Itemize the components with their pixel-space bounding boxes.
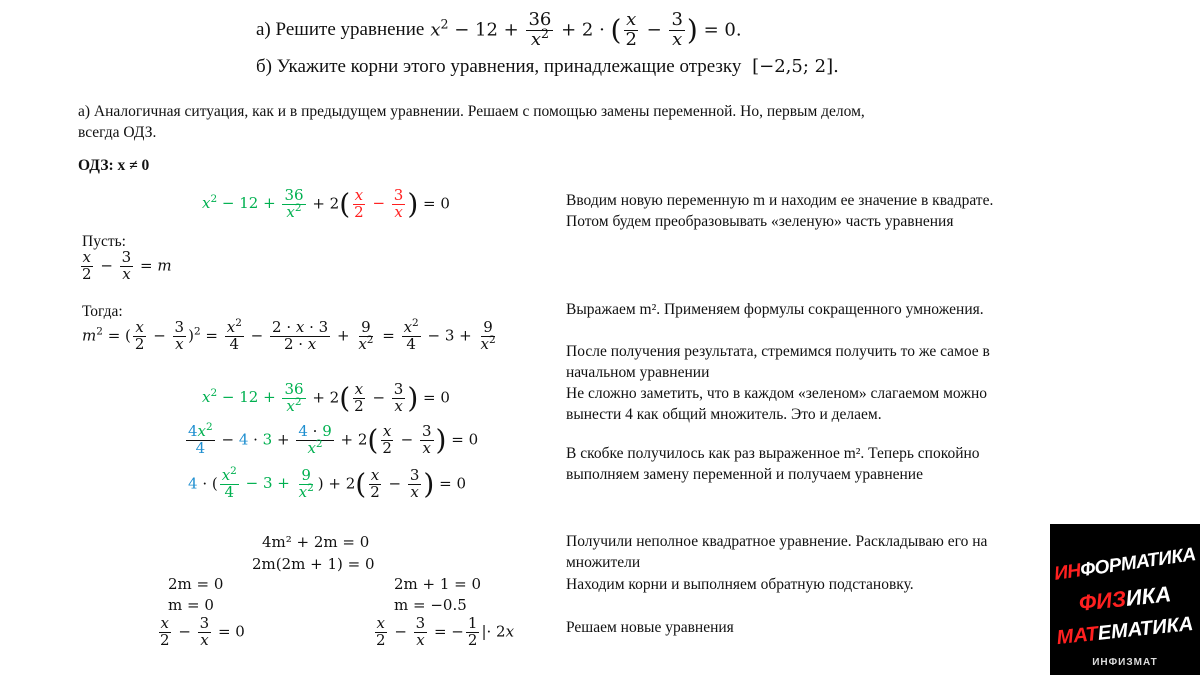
equation-factor-four: $\frac{4x^2}{4}$ − 4 · 3 + $\frac{4 \cdot 9}{x^2}$ + 2( $\frac{x}{2}$ − $\frac{3}{x}$ ) = 0 <box>188 421 479 457</box>
factored-equation: 2m(2m + 1) = 0 <box>252 555 375 573</box>
note-5: В скобке получилось как раз выраженное m². Теперь спокойно выполняем замену переменной и получаем уравнение <box>566 445 980 483</box>
note-2: Выражаем m². Применяем формулы сокращенного умножения. <box>566 301 984 318</box>
substitution: $\frac{x}{2}$ − $\frac{3}{x}$ = m <box>82 248 172 283</box>
task-b <box>256 56 839 78</box>
logo-line-fizika: ФИЗИКА <box>1077 581 1173 616</box>
quadratic-equation: 4m² + 2m = 0 <box>262 533 370 551</box>
note-4: Не сложно заметить, что в каждом «зеленом» слагаемом можно вынести 4 как общий множитель. Это и делаем. <box>566 385 988 423</box>
note-3: После получения результата, стремимся получить то же самое в начальном уравнении <box>566 343 990 381</box>
task-a <box>256 8 742 52</box>
intro-line-2: всегда ОДЗ. <box>78 124 157 141</box>
odz-heading: ОДЗ: x ≠ 0 <box>78 157 150 174</box>
logo-line-informatika: ИНФОРМАТИКА <box>1052 544 1197 585</box>
root-left-1: 2m = 0 <box>168 575 224 593</box>
note-6: Получили неполное квадратное уравнение. Раскладываю его на множители <box>566 533 988 571</box>
note-8: Решаем новые уравнения <box>566 619 734 636</box>
root-right-1: 2m + 1 = 0 <box>394 575 482 593</box>
task-a-equation: $x^2 - 12$ + $\frac{36}{x^2}$ + 2 · ( $\frac{x}{2}$ − $\frac{3}{x}$ ) = 0. <box>430 8 742 50</box>
intro-line-1: а) Аналогичная ситуация, как и в предыдущем уравнении. Решаем с помощью замены переменной. Но, первым делом, <box>78 103 865 120</box>
equation-restated: $x^2 - 12$ + $\frac{36}{x^2}$ + 2( $\frac{x}{2}$ − $\frac{3}{x}$ ) = 0 <box>202 380 450 415</box>
let-label: Пусть: <box>82 233 126 250</box>
infizmat-logo <box>1050 524 1200 675</box>
logo-line-infizmat: ИНФИЗМАТ <box>1092 657 1158 668</box>
back-substitution-left: $\frac{x}{2}$ − $\frac{3}{x}$ = 0 <box>160 614 245 649</box>
task-b-interval: [−2,5; 2]. <box>752 56 839 77</box>
root-right-2: m = −0.5 <box>394 596 467 614</box>
task-a-label: а) Решите уравнение <box>256 19 425 40</box>
note-7: Находим корни и выполняем обратную подстановку. <box>566 576 914 593</box>
logo-line-matematika: МАТЕМАТИКА <box>1055 612 1195 650</box>
note-1: Вводим новую переменную m и находим ее значение в квадрате. Потом будем преобразовывать «зеленую» часть уравнения <box>566 192 994 230</box>
m-squared-expansion: $m^2$ = ( $\frac{x}{2}$ − $\frac{3}{x}$ )$^2$ = $\frac{x^2}{4}$ − $\frac{2 \cdot x \cdot 3}{2 \cdot x}$ + $\frac{9}{x^2}$ = $\frac{x^2}{4}$ − 3 + $\frac{9}{x^2}$ <box>82 317 496 353</box>
equation-factored-out: 4 · ( $\frac{x^2}{4}$ − 3 + $\frac{9}{x^2}$ ) + 2( $\frac{x}{2}$ − $\frac{3}{x}$ ) = 0 <box>188 465 467 501</box>
equation-original-colored: $x^2 - 12$ + $\frac{36}{x^2}$ + 2( $\frac{x}{2}$ − $\frac{3}{x}$ ) = 0 <box>202 186 450 221</box>
then-label: Тогда: <box>82 303 123 320</box>
root-left-2: m = 0 <box>168 596 214 614</box>
task-b-text: б) Укажите корни этого уравнения, принадлежащие отрезку <box>256 56 742 77</box>
back-substitution-right: $\frac{x}{2}$ − $\frac{3}{x}$ = − $\frac{1}{2}$ |· 2x <box>376 614 515 649</box>
